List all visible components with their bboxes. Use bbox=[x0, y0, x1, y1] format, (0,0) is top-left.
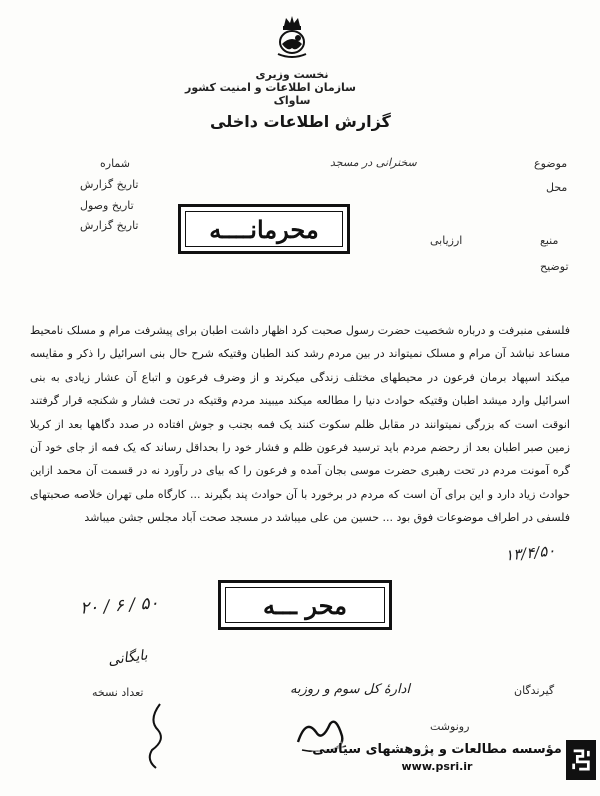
confidential-stamp: محرمانــــه bbox=[178, 204, 350, 254]
header-line-3: ساواک bbox=[273, 94, 311, 107]
date-label: تاریخ گزارش bbox=[80, 178, 139, 191]
publisher-url: www.psri.ir bbox=[401, 760, 473, 773]
body-paragraph: فلسفی منبرفت و درباره شخصیت حضرت رسول صحبت کرد اظهار داشت اطبان برای پیشرفت مرام و مسلک نامحیط مساعد نباشد آن مرام و مسلک نمیتواند در بین مردم رشد کند الطبان وقتیکه شرح حال بنی اسرائیل را ذکر و مقایسه میکند اسپهاد برمان فرعون در محیطهای مختلف زندگی میکرند و از وضرف فرعون و اتباع آن عشار زیادی به بنی اسرائیل وارد میشد اطبان وقتیکه حوادث دنیا را مطالعه میکند میبیند مردم وقتیکه در تحت فشار و شکنجه قرار گرفتند انوقت است که بزرگی نمیتوانند در مقابل ظلم سکوت کنند یک فمه بجنب و جوش افتاده در صدد دگاهها بعد از کربلا زمین صبر اطبان بعد از رحضم مردم باید ترسید فرعون ظلم و فشار خود را بحداقل رساند که یک فمه از جای خود آن گره آمونت مردم در تحت رهبری حضرت موسی بجان آمده و فرعون را که بیای در رآورد نه در قسمت آن محمد ازاین حوادث زیاد دارد و این برای آن است که مردم در برخورد با آن حوادث پند بگیرند ... کارگاه ملی تهران خلاصه صحبتهای فلسفی در اطراف موضوعات فوق بود ... حسین من علی میباشد در مسجد صحت آباد مجلس جشن میباشد bbox=[30, 324, 570, 525]
publisher-banner bbox=[312, 742, 562, 782]
confidential-stamp-bottom: محر ـــه bbox=[218, 580, 392, 630]
header-line-2: سازمان اطلاعات و امنیت کشور bbox=[185, 81, 356, 94]
copies-label: تعداد نسخه bbox=[92, 686, 144, 699]
location-label: محل bbox=[546, 181, 568, 194]
handwritten-date-right: ۱۳/۴/۵۰ bbox=[504, 541, 557, 565]
handwritten-stroke bbox=[140, 700, 174, 772]
evaluation-label: ارزیابی bbox=[430, 234, 463, 247]
number-label: شماره bbox=[100, 157, 131, 170]
received-label: تاریخ وصول bbox=[80, 199, 134, 212]
signature-label: رونوشت bbox=[430, 720, 470, 733]
document-title: گزارش اطلاعات داخلی bbox=[210, 112, 391, 131]
handwritten-note-left-2: بایگانی bbox=[107, 647, 149, 669]
crest-emblem bbox=[268, 12, 316, 62]
publisher-name: مؤسسه مطالعات و پژوهشهای سیاسی bbox=[312, 742, 562, 757]
source-label: منبع bbox=[540, 234, 559, 247]
subject-label: موضوع bbox=[534, 157, 568, 170]
publisher-logo-icon bbox=[566, 740, 596, 780]
received-by-label: گیرندگان bbox=[514, 684, 555, 697]
received-by-value: ادارهٔ کل سوم و روزبه bbox=[290, 682, 411, 697]
handwritten-note-left: ۲۰ / ۶ / ۵۰ bbox=[79, 593, 160, 619]
subject-value: سخنرانی در مسجد bbox=[330, 156, 417, 169]
notes-label: توضیح bbox=[540, 260, 569, 273]
report-date-label: تاریخ گزارش bbox=[80, 219, 139, 232]
header-line-1: نخست وزیری bbox=[255, 68, 329, 81]
report-body bbox=[30, 319, 570, 530]
